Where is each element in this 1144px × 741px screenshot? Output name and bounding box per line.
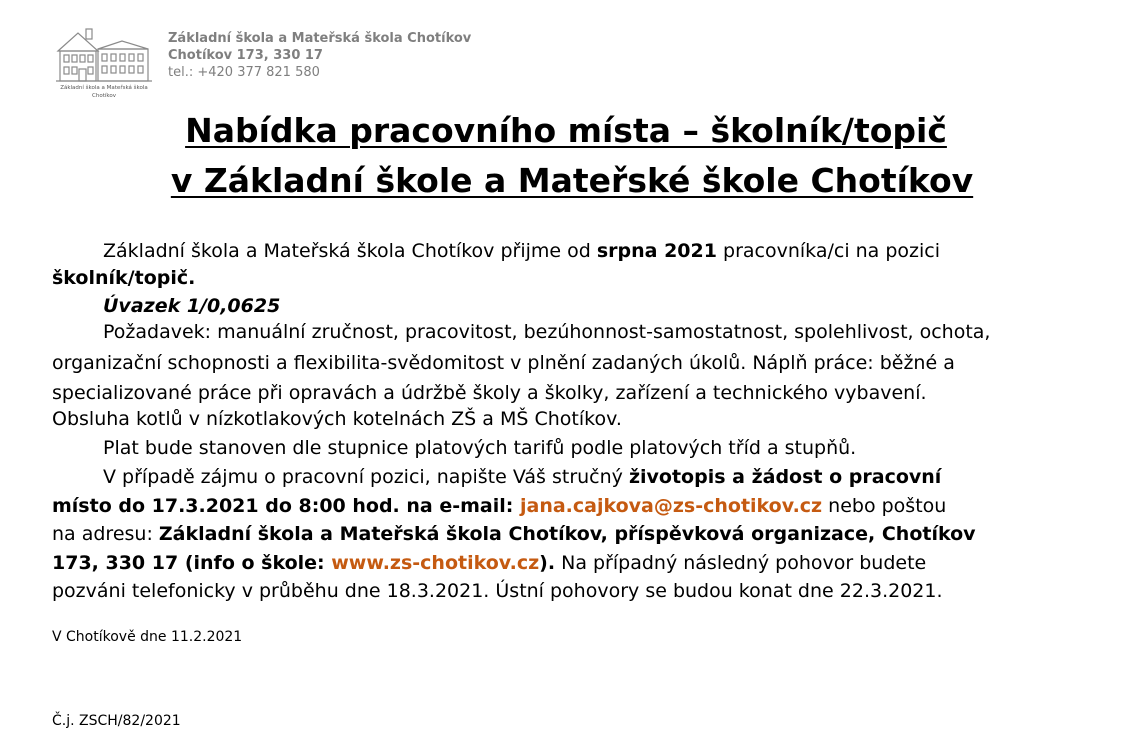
- workload: Úvazek 1/0,0625: [103, 295, 281, 317]
- requirements-label: Požadavek:: [103, 321, 212, 343]
- apply-documents: životopis a žádost o pracovní: [628, 466, 942, 488]
- apply-line: [52, 579, 943, 603]
- start-date: srpna 2021: [596, 240, 717, 262]
- school-logo: [56, 27, 152, 103]
- requirements-text: organizační schopnosti a flexibilita-svědomitost v plnění zadaných úkolů. Náplň práce: běžné a: [52, 352, 955, 374]
- reference-number: Č.j. ZSCH/82/2021: [52, 713, 181, 729]
- apply-line: [52, 494, 946, 518]
- apply-line: [52, 551, 926, 575]
- requirements-line: [52, 407, 622, 431]
- apply-line: [103, 465, 941, 489]
- postal-address: Základní škola a Mateřská škola Chotíkov, příspěvková organizace, Chotíkov: [158, 523, 976, 545]
- apply-line: [52, 522, 976, 546]
- apply-text: pozváni telefonicky v průběhu dne 18.3.2021. Ústní pohovory se budou konat dne 22.3.2021.: [52, 580, 943, 602]
- postal-address: 173, 330 17 (info o škole:: [52, 552, 332, 574]
- position-title: školník/topič.: [52, 267, 196, 289]
- school-address: Chotíkov 173, 330 17: [168, 48, 323, 63]
- apply-text: V případě zájmu o pracovní pozici, napište Váš stručný: [103, 466, 629, 488]
- website-link[interactable]: www.zs-chotikov.cz: [331, 552, 540, 574]
- logo-caption: Chotíkov: [92, 93, 116, 99]
- apply-text: nebo poštou: [822, 495, 947, 517]
- school-name: Základní škola a Mateřská škola Chotíkov: [168, 31, 472, 46]
- page-title: [0, 111, 1138, 151]
- page-subtitle: [0, 161, 1144, 201]
- position-name: [52, 266, 195, 290]
- apply-text: na adresu:: [52, 523, 159, 545]
- requirements-line: [52, 351, 955, 375]
- requirements-line: [52, 381, 927, 405]
- email-link[interactable]: jana.cajkova@zs-chotikov.cz: [519, 495, 823, 517]
- salary-line: [103, 436, 856, 460]
- requirements-text: Obsluha kotlů v nízkotlakových kotelnách ZŠ a MŠ Chotíkov.: [52, 408, 622, 430]
- intro-text: pracovníka/ci na pozici: [716, 240, 941, 262]
- postal-address: ).: [539, 552, 556, 574]
- logo-caption: Základní škola a Mateřská škola: [60, 85, 148, 91]
- apply-text: Na případný následný pohovor budete: [555, 552, 927, 574]
- workload-line: [103, 294, 280, 318]
- requirements-line: [103, 320, 990, 344]
- requirements-text: specializované práce při opravách a údržbě školy a školky, zařízení a technického vybavení.: [52, 382, 927, 404]
- title-line: Nabídka pracovního místa – školník/topič: [185, 111, 947, 150]
- school-building-icon: [56, 27, 152, 85]
- title-line: v Základní škole a Mateřské škole Chotíkov: [170, 161, 974, 200]
- date-line: V Chotíkově dne 11.2.2021: [52, 629, 243, 645]
- requirements-text: manuální zručnost, pracovitost, bezúhonnost-samostatnost, spolehlivost, ochota,: [211, 321, 991, 343]
- school-phone: tel.: +420 377 821 580: [168, 65, 320, 80]
- salary-text: Plat bude stanoven dle stupnice platových tarifů podle platových tříd a stupňů.: [103, 437, 857, 459]
- intro-line: [103, 239, 940, 263]
- apply-deadline: místo do 17.3.2021 do 8:00 hod. na e-mail:: [52, 495, 520, 517]
- intro-text: Základní škola a Mateřská škola Chotíkov přijme od: [103, 240, 597, 262]
